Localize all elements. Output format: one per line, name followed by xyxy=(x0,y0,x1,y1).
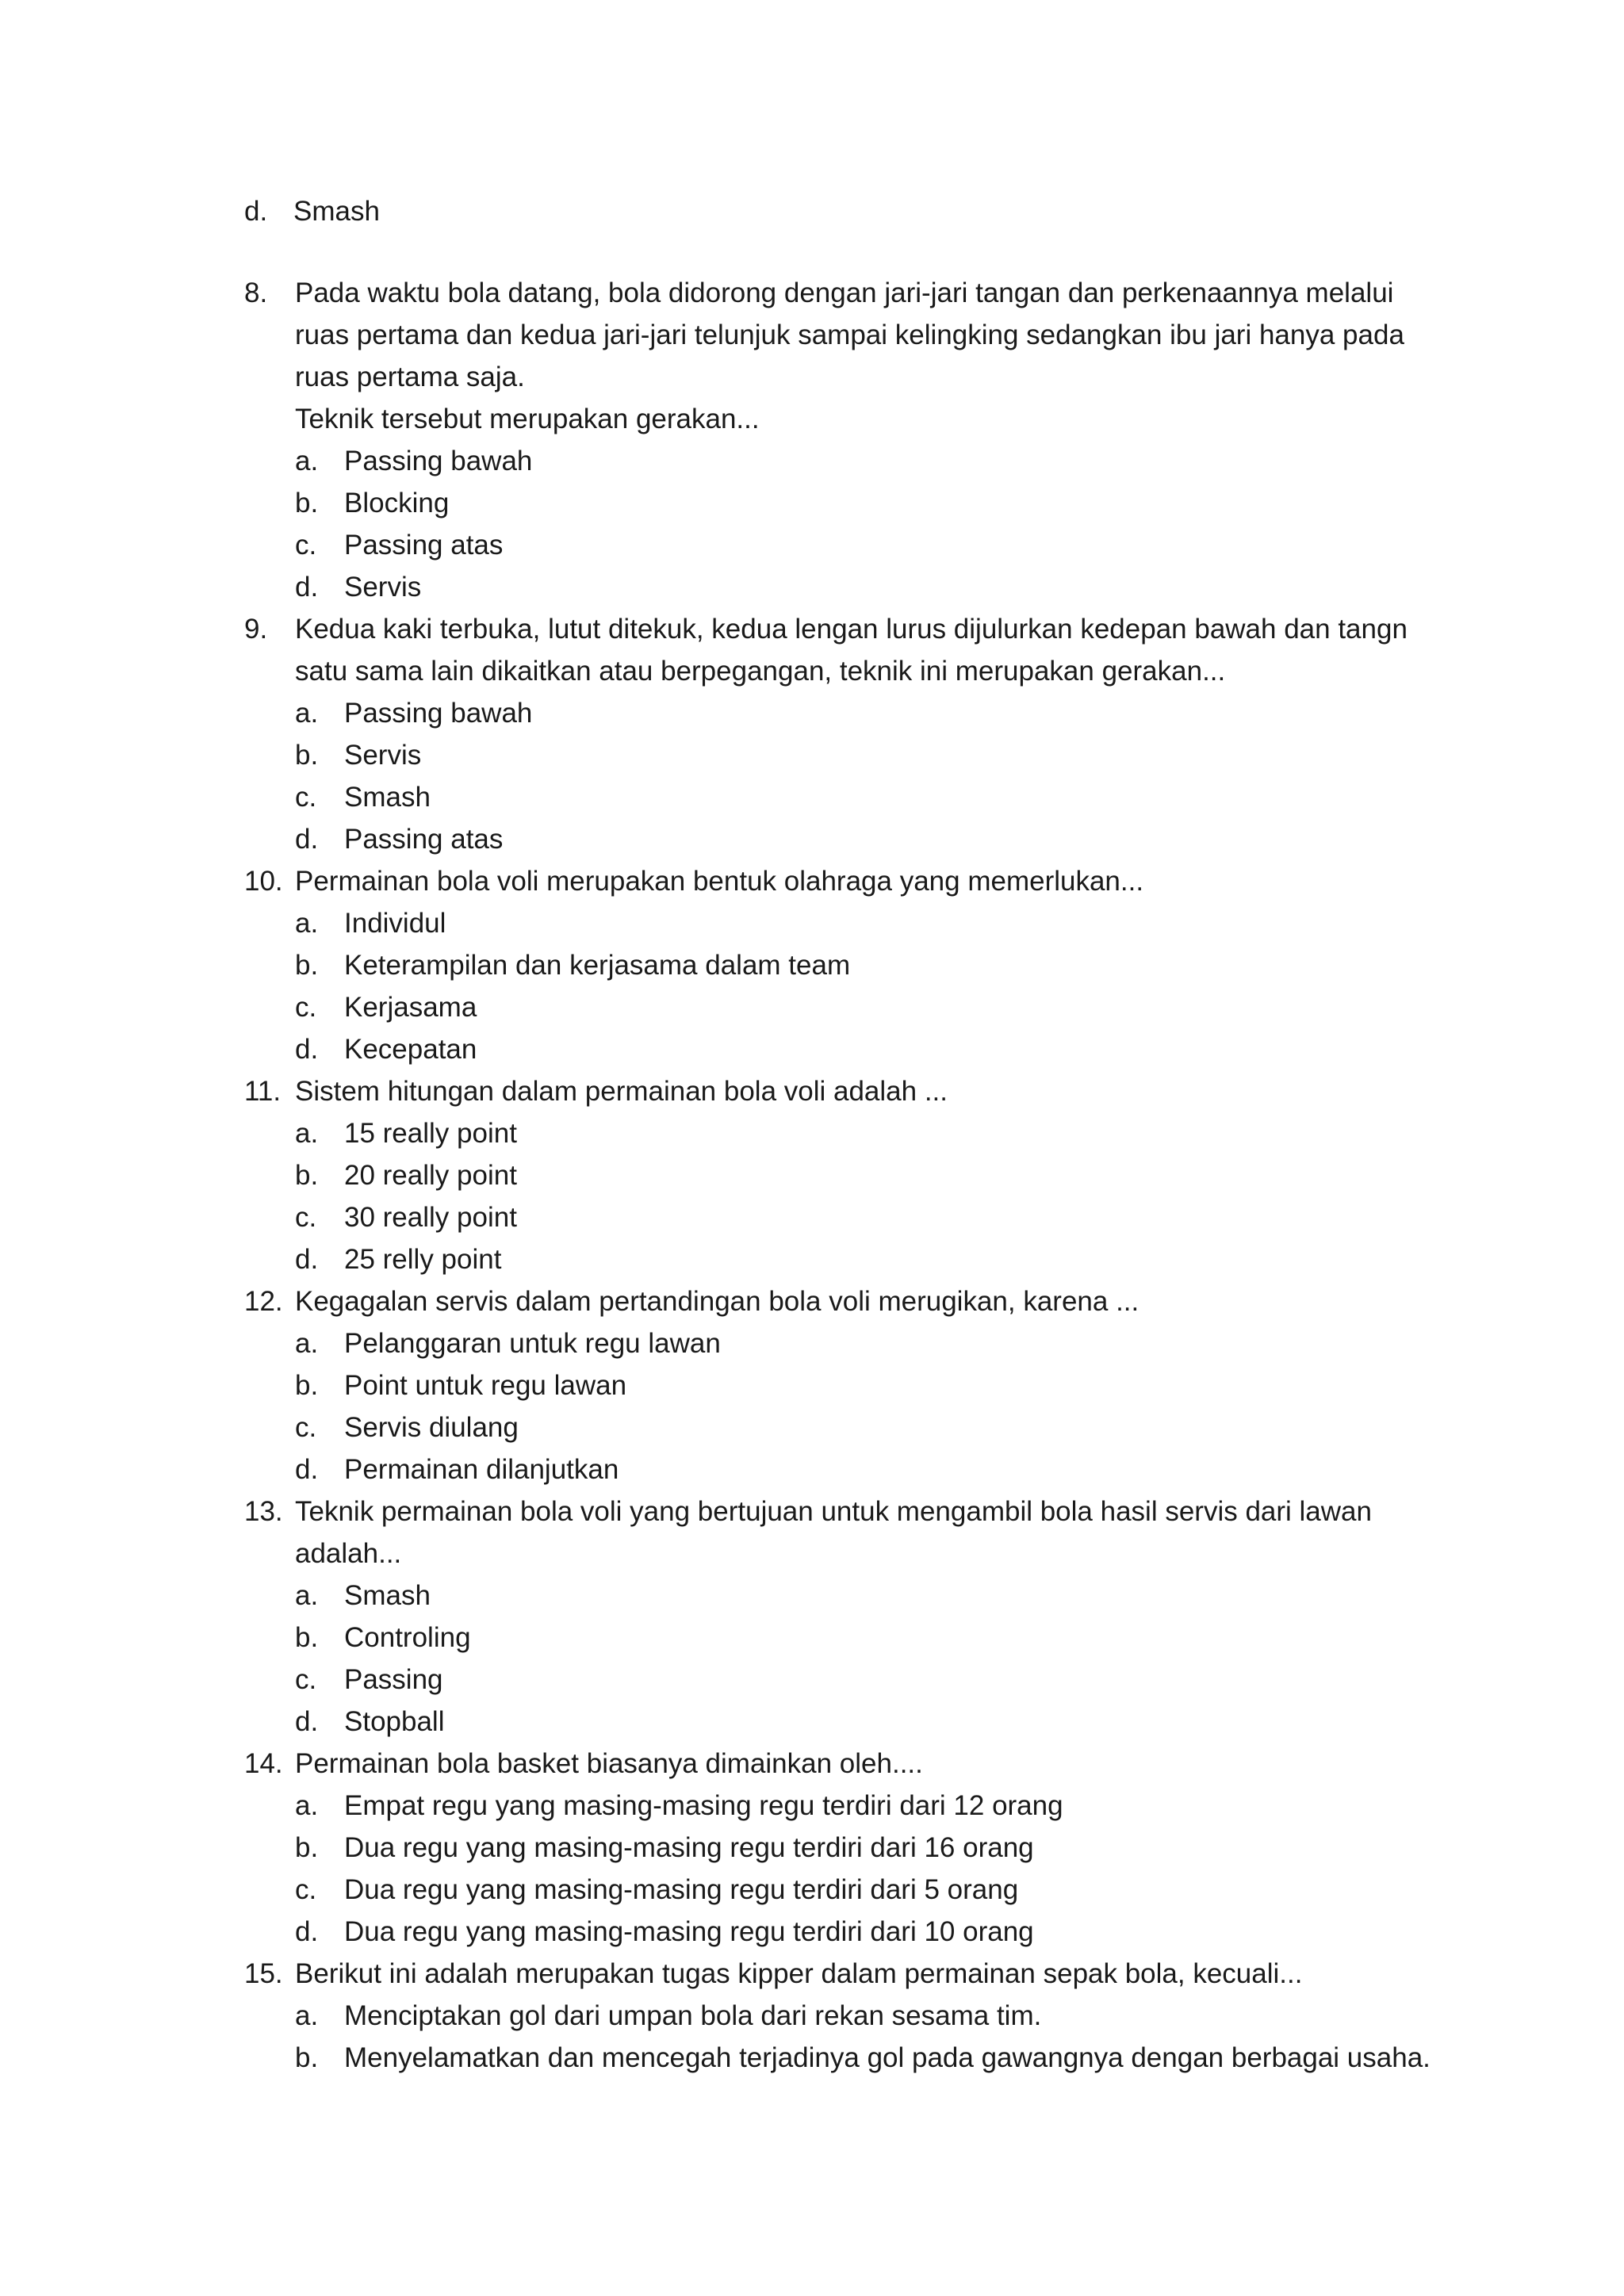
option-letter: d. xyxy=(295,824,319,855)
answer-option xyxy=(295,1364,1450,1406)
answer-option xyxy=(295,1869,1450,1911)
option-continued xyxy=(244,190,1450,232)
option-letter: c. xyxy=(295,530,317,561)
option-letter: a. xyxy=(295,2000,319,2031)
option-text: Smash xyxy=(344,1580,431,1611)
answer-option xyxy=(295,986,1450,1028)
option-letter: a. xyxy=(295,1580,319,1611)
option-text: Menyelamatkan dan mencegah terjadinya gol pada gawangnya dengan berbagai usaha. xyxy=(344,2042,1431,2073)
option-letter: a. xyxy=(295,908,319,939)
option-text: 20 really point xyxy=(344,1160,517,1191)
answer-option xyxy=(295,1406,1450,1448)
option-letter: c. xyxy=(295,1412,317,1443)
option-text: Kecepatan xyxy=(344,1034,477,1065)
option-text: Dua regu yang masing-masing regu terdiri dari 16 orang xyxy=(344,1832,1034,1863)
answer-option xyxy=(295,1448,1450,1490)
option-letter: c. xyxy=(295,1664,317,1695)
option-letter: d. xyxy=(295,572,319,603)
answer-option xyxy=(295,902,1450,944)
question-number: 11. xyxy=(244,1076,282,1107)
option-letter: a. xyxy=(295,1118,319,1149)
answer-option xyxy=(295,776,1450,818)
option-text: Point untuk regu lawan xyxy=(344,1370,627,1401)
option-text: 15 really point xyxy=(344,1118,517,1149)
question-item xyxy=(244,1070,1450,1280)
answer-option xyxy=(295,1701,1450,1743)
question-text-line: ruas pertama dan kedua jari-jari telunjuk sampai kelingking sedangkan ibu jari hanya pada xyxy=(295,320,1404,350)
option-letter: b. xyxy=(295,1622,319,1653)
option-text: Stopball xyxy=(344,1706,445,1737)
answer-option xyxy=(295,440,1450,482)
question-item xyxy=(244,1280,1450,1490)
answer-option xyxy=(295,1659,1450,1701)
question-list xyxy=(244,190,1450,2079)
option-letter: d. xyxy=(295,1916,319,1947)
answer-option xyxy=(295,482,1450,524)
option-text: Permainan dilanjutkan xyxy=(344,1454,619,1485)
option-text: Menciptakan gol dari umpan bola dari rekan sesama tim. xyxy=(344,2000,1042,2031)
option-letter: b. xyxy=(295,740,319,771)
answer-option xyxy=(295,818,1450,860)
option-letter: b. xyxy=(295,488,319,519)
question-number: 10. xyxy=(244,866,283,897)
question-text-line: Kegagalan servis dalam pertandingan bola voli merugikan, karena ... xyxy=(295,1286,1139,1317)
answer-option xyxy=(295,944,1450,986)
question-number: 15. xyxy=(244,1958,283,1989)
question-item xyxy=(244,272,1450,608)
option-text: Passing atas xyxy=(344,530,504,561)
option-text: Servis xyxy=(344,572,422,603)
answer-option xyxy=(295,1827,1450,1869)
question-number: 8. xyxy=(244,277,268,308)
option-text: Controling xyxy=(344,1622,471,1653)
option-text: Passing atas xyxy=(344,824,504,855)
option-letter: d. xyxy=(295,1034,319,1065)
option-text: Passing bawah xyxy=(344,446,533,476)
answer-option xyxy=(295,1112,1450,1154)
option-letter: a. xyxy=(295,1328,319,1359)
answer-option xyxy=(295,692,1450,734)
question-number: 9. xyxy=(244,614,268,645)
option-letter: d. xyxy=(244,196,268,227)
answer-option xyxy=(295,1785,1450,1827)
question-item xyxy=(244,1953,1450,2079)
question-number: 12. xyxy=(244,1286,283,1317)
option-text: Smash xyxy=(344,782,431,813)
option-letter: b. xyxy=(295,1370,319,1401)
option-text: Passing xyxy=(344,1664,443,1695)
question-text-line: Kedua kaki terbuka, lutut ditekuk, kedua lengan lurus dijulurkan kedepan bawah dan tangn xyxy=(295,614,1408,645)
question-text-line: satu sama lain dikaitkan atau berpegangan, teknik ini merupakan gerakan... xyxy=(295,656,1226,687)
option-text: Individul xyxy=(344,908,446,939)
answer-option xyxy=(295,1028,1450,1070)
question-item xyxy=(244,608,1450,860)
question-item xyxy=(244,1490,1450,1743)
answer-option xyxy=(295,1154,1450,1196)
option-letter: a. xyxy=(295,698,319,729)
question-text-line: Teknik permainan bola voli yang bertujuan untuk mengambil bola hasil servis dari lawan xyxy=(295,1496,1372,1527)
option-text: 30 really point xyxy=(344,1202,517,1233)
option-text: Servis xyxy=(344,740,422,771)
option-letter: b. xyxy=(295,2042,319,2073)
option-letter: b. xyxy=(295,950,319,981)
answer-option xyxy=(295,1322,1450,1364)
question-text-line: Pada waktu bola datang, bola didorong dengan jari-jari tangan dan perkenaannya melalui xyxy=(295,277,1394,308)
question-text-line: adalah... xyxy=(295,1538,402,1569)
option-text: Dua regu yang masing-masing regu terdiri dari 10 orang xyxy=(344,1916,1034,1947)
option-letter: d. xyxy=(295,1706,319,1737)
answer-option xyxy=(295,1238,1450,1280)
answer-option xyxy=(295,1575,1450,1617)
answer-option xyxy=(295,1196,1450,1238)
answer-option xyxy=(295,1995,1450,2037)
option-text: Empat regu yang masing-masing regu terdiri dari 12 orang xyxy=(344,1790,1063,1821)
option-text: 25 relly point xyxy=(344,1244,502,1275)
question-text-line: Berikut ini adalah merupakan tugas kipper dalam permainan sepak bola, kecuali... xyxy=(295,1958,1303,1989)
option-text: Blocking xyxy=(344,488,450,519)
option-letter: d. xyxy=(295,1244,319,1275)
option-letter: b. xyxy=(295,1832,319,1863)
option-letter: b. xyxy=(295,1160,319,1191)
option-text: Kerjasama xyxy=(344,992,477,1023)
option-text: Servis diulang xyxy=(344,1412,519,1443)
option-letter: a. xyxy=(295,446,319,476)
question-text-line: Permainan bola voli merupakan bentuk olahraga yang memerlukan... xyxy=(295,866,1144,897)
answer-option xyxy=(295,1617,1450,1659)
option-letter: c. xyxy=(295,992,317,1023)
option-letter: d. xyxy=(295,1454,319,1485)
question-item xyxy=(244,860,1450,1070)
question-text-line: Teknik tersebut merupakan gerakan... xyxy=(295,404,760,434)
option-text: Smash xyxy=(293,196,380,227)
answer-option xyxy=(295,2037,1450,2079)
answer-option xyxy=(295,1911,1450,1953)
question-text-line: ruas pertama saja. xyxy=(295,362,525,392)
option-letter: a. xyxy=(295,1790,319,1821)
question-item xyxy=(244,1743,1450,1953)
option-text: Keterampilan dan kerjasama dalam team xyxy=(344,950,851,981)
option-letter: c. xyxy=(295,1202,317,1233)
option-text: Pelanggaran untuk regu lawan xyxy=(344,1328,721,1359)
option-text: Dua regu yang masing-masing regu terdiri dari 5 orang xyxy=(344,1874,1019,1905)
option-letter: c. xyxy=(295,782,317,813)
answer-option xyxy=(295,566,1450,608)
question-number: 13. xyxy=(244,1496,283,1527)
question-text-line: Permainan bola basket biasanya dimainkan oleh.... xyxy=(295,1748,923,1779)
question-number: 14. xyxy=(244,1748,283,1779)
answer-option xyxy=(295,734,1450,776)
questions-container xyxy=(244,272,1450,2079)
answer-option xyxy=(295,524,1450,566)
question-text-line: Sistem hitungan dalam permainan bola voli adalah ... xyxy=(295,1076,948,1107)
option-text: Passing bawah xyxy=(344,698,533,729)
option-letter: c. xyxy=(295,1874,317,1905)
